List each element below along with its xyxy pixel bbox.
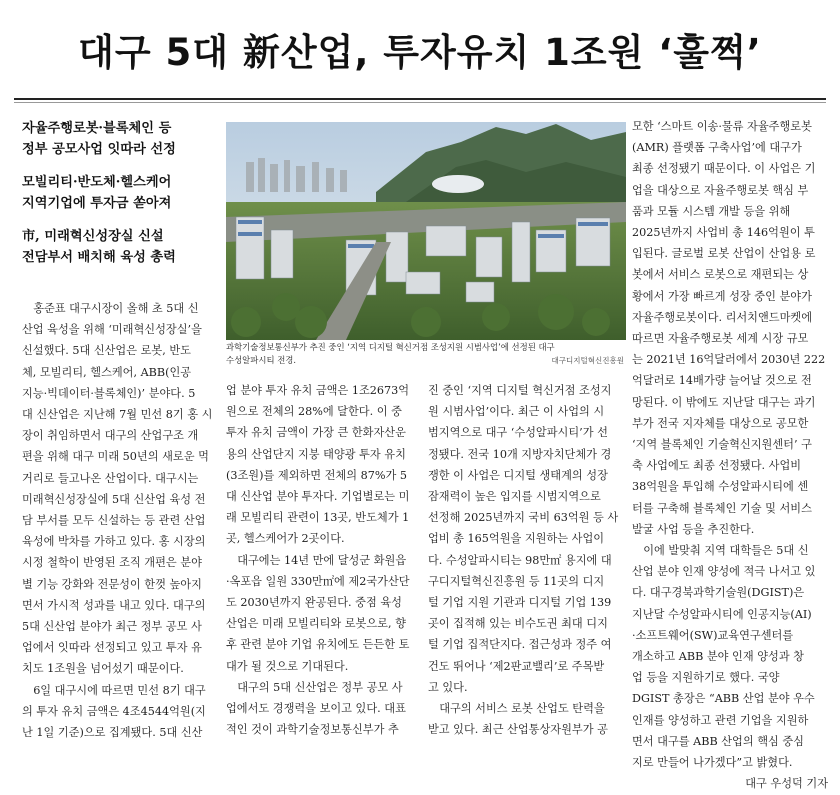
body-text-line: 다. 수성알파시티는 98만㎡ 용지에 대 xyxy=(428,553,612,567)
body-text-line: 치도 1조원을 넘어섰기 때문이다. xyxy=(22,662,184,676)
body-text-line: 대구의 5대 신산업은 정부 공모 사 xyxy=(226,680,403,694)
subhead-line: 市, 미래혁신성장실 신설 xyxy=(22,229,164,244)
body-text-line: 대 신산업 분야 투자다. 기업별로는 미 xyxy=(226,490,410,504)
body-text-line: 잠재력이 높은 입지를 시범지역으로 xyxy=(428,490,601,504)
body-text-line: 털 기업 지원 기관과 디지털 기업 139 xyxy=(428,596,612,610)
body-text-line: 최종 선정됐기 때문이다. 이 사업은 기 xyxy=(632,162,816,176)
body-text-line: 시정 철학이 반영된 조직 개편은 분야 xyxy=(22,556,202,570)
body-text-line: 망된다. 이 밖에도 지난달 대구는 과기 xyxy=(632,395,816,409)
body-column-3 xyxy=(428,380,624,740)
body-text-line: 거리로 들고나온 산업이다. 대구시는 xyxy=(22,471,199,485)
aerial-city-photo xyxy=(226,122,626,340)
subhead-line: 자율주행로봇·블록체인 등 xyxy=(22,121,172,136)
body-text-line: 업을 대상으로 자율주행로봇 핵심 부 xyxy=(632,183,809,197)
body-text-line: 산업 육성을 위해 ‘미래혁신성장실’을 xyxy=(22,323,202,337)
body-text-line: 육성에 박차를 가하고 있다. 홍 시장의 xyxy=(22,535,206,549)
body-text-line: 다. 대구경북과학기술원(DGIST)은 xyxy=(632,586,805,600)
subhead-line: 모빌리티·반도체·헬스케어 xyxy=(22,175,172,190)
body-text-line: 38억원을 투입해 수성알파시티에 센 xyxy=(632,480,809,494)
body-text-line: 산업은 미래 모빌리티와 로봇으로, 향 xyxy=(226,617,406,631)
body-text-line: 선정해 2025년까지 국비 63억원 등 사 xyxy=(428,511,619,525)
body-text-line: 자율주행로봇이다. 리서치앤드마켓에 xyxy=(632,310,813,324)
body-text-line: 는 2021년 16억달러에서 2030년 222 xyxy=(632,353,826,367)
body-text-line: 곳이 집적해 있는 비수도권 최대 디지 xyxy=(428,617,608,631)
body-text-line: (3조원)를 제외하면 전체의 87%가 5 xyxy=(226,468,407,482)
body-text-line: 개소하고 ABB 분야 인재 양성과 창 xyxy=(632,650,804,664)
body-text-line: 축 사업에도 최종 선정됐다. 사업비 xyxy=(632,459,802,473)
body-text-line: 6일 대구시에 따르면 민선 8기 대구 xyxy=(22,683,206,697)
body-text-line: 신설했다. 5대 신산업은 로봇, 반도 xyxy=(22,344,191,358)
subhead-line: 정부 공모사업 잇따라 선정 xyxy=(22,142,176,157)
body-text-line: 곳, 헬스케어가 2곳이다. xyxy=(226,532,345,546)
subheads xyxy=(22,118,220,280)
body-text-line: DGIST 총장은 “ABB 산업 분야 우수 xyxy=(632,692,815,706)
body-text-line: 산업 분야 인재 양성에 적극 나서고 있 xyxy=(632,565,816,579)
body-text-line: 터를 구축해 블록체인 기술 및 서비스 xyxy=(632,501,812,515)
subhead-3 xyxy=(22,226,220,268)
body-text-line: 래 모빌리티 관련이 13곳, 반도체가 1 xyxy=(226,511,410,525)
body-text-line: 따르면 자율주행로봇 세계 시장 규모 xyxy=(632,332,809,346)
body-text-line: 원으로 전체의 28%에 달한다. 이 중 xyxy=(226,405,402,419)
body-text-line: 업에서 잇따라 선정되고 있고 투자 유 xyxy=(22,641,202,655)
body-text-line: 업 분야 투자 유치 금액은 1조2673억 xyxy=(226,384,410,397)
body-text-line: 털 기업 집적단지다. 접근성과 정주 여 xyxy=(428,638,612,652)
body-text-line: 건도 뛰어나 ‘제2판교밸리’로 주목받 xyxy=(428,659,605,673)
subhead-line: 지역기업에 투자금 쏟아져 xyxy=(22,196,172,211)
body-text-line: 황에서 가장 빠르게 성장 중인 분야가 xyxy=(632,289,812,303)
body-text-line: 체, 모빌리티, 헬스케어, ABB(인공 xyxy=(22,365,192,379)
headline-rule xyxy=(14,98,826,100)
photo-caption xyxy=(226,341,626,367)
body-text-line: 억달러로 14배가량 늘어날 것으로 전 xyxy=(632,374,812,388)
body-text-line: 모한 ‘스마트 이송·물류 자율주행로봇 xyxy=(632,120,812,133)
body-text-line: 후 관련 분야 기업 유치에도 든든한 토 xyxy=(226,638,410,652)
body-text-line: 쟁한 이 사업은 디지털 생태계의 성장 xyxy=(428,468,608,482)
body-text-line: 투자 유치 금액이 가장 큰 한화자산운 xyxy=(226,426,406,440)
body-text-line: 대가 될 것으로 기대된다. xyxy=(226,659,349,673)
body-text-line: 미래혁신성장실에 5대 신산업 육성 전 xyxy=(22,492,206,506)
body-text-line: (AMR) 플랫폼 구축사업’에 대구가 xyxy=(632,141,802,155)
body-text-line: 인재를 양성하고 관련 기업을 지원하 xyxy=(632,713,809,727)
body-text-line: 편을 위해 대구 미래 50년의 새로운 먹 xyxy=(22,450,209,464)
body-text-line: 범지역으로 대구 ‘수성알파시티’가 선 xyxy=(428,426,608,440)
body-text-line: 용의 산업단지 지붕 태양광 투자 유치 xyxy=(226,447,406,461)
body-text-line: 별 기능 강화와 전문성이 한껏 높아지 xyxy=(22,577,202,591)
body-text-line: 부가 전국 지자체를 대상으로 공모한 xyxy=(632,416,809,430)
body-text-line: ·옥포읍 일원 330만㎡에 제2국가산단 xyxy=(226,574,410,588)
photo-credit: 대구디지털혁신진흥원 xyxy=(551,356,624,365)
body-text-line: 2025년까지 사업비 총 146억원이 투 xyxy=(632,226,815,240)
body-column-1 xyxy=(22,298,218,743)
body-text-line: 입된다. 글로벌 로봇 산업이 산업용 로 xyxy=(632,247,816,261)
subhead-2 xyxy=(22,172,220,214)
body-text-line: 받고 있다. 최근 산업통상자원부가 공 xyxy=(428,723,608,737)
body-text-line: 장이 취임하면서 대구의 산업구조 개 xyxy=(22,429,199,443)
body-text-line: 지능·빅데이터·블록체인)’ 분야다. 5 xyxy=(22,386,196,400)
body-text-line: 담 부서를 모두 신설하는 등 관련 산업 xyxy=(22,514,206,528)
body-text-line: 발굴 사업 등을 추진한다. xyxy=(632,522,755,536)
body-text-line: 봇에서 서비스 로봇으로 재편되는 상 xyxy=(632,268,809,282)
body-text-line: 업비 총 165억원을 지원하는 사업이 xyxy=(428,532,605,546)
body-text-line: ‘지역 블록체인 기술혁신지원센터’ 구 xyxy=(632,438,812,452)
body-text-line: 이에 발맞춰 지역 대학들은 5대 신 xyxy=(632,544,809,558)
headline: 대구 5대 新산업, 투자유치 1조원 ‘훌쩍’ xyxy=(78,31,762,74)
body-text-line: 업 등을 지원하기로 했다. 국양 xyxy=(632,671,780,685)
headline-rule-thin xyxy=(14,102,826,103)
body-text-line: 홍준표 대구시장이 올해 초 5대 신 xyxy=(22,302,199,315)
byline: 대구 우성덕 기자 xyxy=(745,777,828,791)
body-text-line: 대 신산업은 지난해 7월 민선 8기 홍 시 xyxy=(22,408,213,422)
body-text-line: 대구에는 14년 만에 달성군 화원읍 xyxy=(226,553,407,567)
body-text-line: 적인 것이 과학기술정보통신부가 추 xyxy=(226,723,399,737)
body-text-line: 면서 대구를 ABB 산업의 핵심 중심 xyxy=(632,734,804,748)
body-text-line: 지로 만들어 나가겠다”고 밝혔다. xyxy=(632,756,793,770)
body-text-line: 난 1일 기준)으로 집계됐다. 5대 신산 xyxy=(22,726,203,740)
aerial-city-illustration xyxy=(226,122,626,340)
body-text-line: 정됐다. 전국 10개 지방자치단체가 경 xyxy=(428,447,612,461)
body-text-line: 품과 모듈 시스템 개발 등을 위해 xyxy=(632,204,791,218)
body-text-line: 도 2030년까지 완공된다. 중점 육성 xyxy=(226,596,402,610)
body-column-2 xyxy=(226,380,416,740)
body-text-line: 면서 가시적 성과를 내고 있다. 대구의 xyxy=(22,598,206,612)
body-text-line: 5대 신산업 분야가 최근 정부 공모 사 xyxy=(22,620,202,634)
body-text-line: 업에서도 경쟁력을 보이고 있다. 대표 xyxy=(226,702,406,716)
body-text-line: 원 시범사업’이다. 최근 이 사업의 시 xyxy=(428,405,605,419)
body-text-line: 지난달 수성알파시티에 인공지능(AI) xyxy=(632,607,812,621)
body-text-line: 의 투자 유치 금액은 4조4544억원(지 xyxy=(22,704,206,718)
body-text-line: ·소프트웨어(SW)교육연구센터를 xyxy=(632,628,794,642)
subhead-1 xyxy=(22,118,220,160)
body-text-line: 구디지털혁신진흥원 등 11곳의 디지 xyxy=(428,574,605,588)
body-text-line: 진 중인 ‘지역 디지털 혁신거점 조성지 xyxy=(428,384,612,397)
body-text-line: 대구의 서비스 로봇 산업도 탄력을 xyxy=(428,702,605,716)
caption-line: 수성알파시티 전경. xyxy=(226,355,297,365)
caption-line: 과학기술정보통신부가 추진 중인 ‘지역 디지털 혁신거점 조성지원 시범사업’에 선정된 대구 xyxy=(226,342,555,352)
body-column-4 xyxy=(632,116,828,795)
subhead-line: 전담부서 배치해 육성 총력 xyxy=(22,250,176,265)
body-text-line: 고 있다. xyxy=(428,680,468,694)
